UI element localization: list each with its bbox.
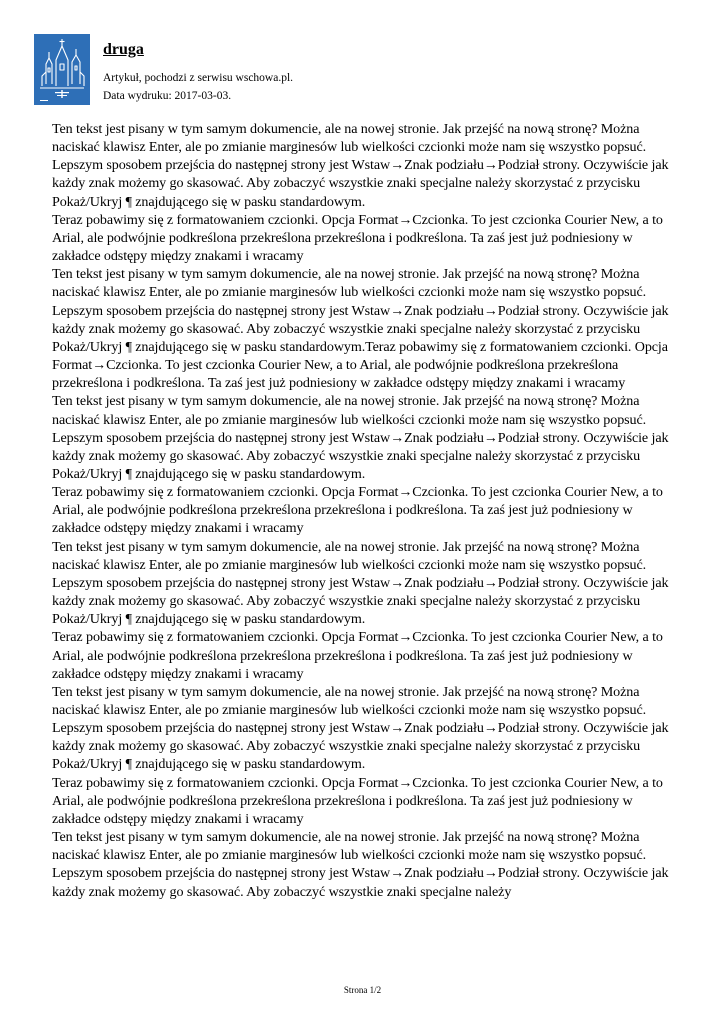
paragraph: Teraz pobawimy się z formatowaniem czcionki. Opcja Format→Czcionka. To jest czcionka Courier New, a to Arial, ale podwójnie podkreślona przekreślona przekreślona i podkreślona. Ta zaś jest już podniesiony w zakładce odstępy między znakami i wracamy xyxy=(52,211,663,265)
paragraph: Teraz pobawimy się z formatowaniem czcionki. Opcja Format→Czcionka. To jest czcionka Courier New, a to Arial, ale podwójnie podkreślona przekreślona przekreślona i podkreślona. Ta zaś jest już podniesiony w zakładce odstępy między znakami i wracamy xyxy=(52,774,663,827)
source-line: Artykuł, pochodzi z serwisu wschowa.pl. xyxy=(103,72,294,84)
church-towers-icon xyxy=(34,34,90,105)
paragraph: Teraz pobawimy się z formatowaniem czcionki. Opcja Format→Czcionka. To jest czcionka Courier New, a to Arial, ale podwójnie podkreślona przekreślona przekreślona i podkreślona. Ta zaś jest już podniesiony w zakładce odstępy między znakami i wracamy xyxy=(52,484,663,537)
document-title: druga xyxy=(103,41,144,58)
article-body xyxy=(52,120,677,901)
paragraph: Ten tekst jest pisany w tym samym dokumencie, ale na nowej stronie. Jak przejść na nową stronę? Można naciskać klawisz Enter, ale po zmianie marginesów lub wielkości czcionki może nam się wszystko popsuć. Lepszym sposobem przejścia do następnej strony jest Wstaw→Znak podziału→Podział strony. Oczywiście jak każdy znak możemy go skasować. Aby zobaczyć wszystkie znaki specjalne należy skorzystać z przycisku Pokaż/Ukryj ¶ znajdującego się w pasku standardowym. xyxy=(52,121,669,210)
paragraph: Ten tekst jest pisany w tym samym dokumencie, ale na nowej stronie. Jak przejść na nową stronę? Można naciskać klawisz Enter, ale po zmianie marginesów lub wielkości czcionki może nam się wszystko popsuć. Lepszym sposobem przejścia do następnej strony jest Wstaw→Znak podziału→Podział strony. Oczywiście jak każdy znak możemy go skasować. Aby zobaczyć wszystkie znaki specjalne należy skorzystać z przycisku Pokaż/Ukryj ¶ znajdującego się w pasku standardowym. xyxy=(52,683,669,773)
document-header xyxy=(34,34,684,106)
paragraph: Teraz pobawimy się z formatowaniem czcionki. Opcja Format→Czcionka. To jest czcionka Courier New, a to Arial, ale podwójnie podkreślona przekreślona przekreślona i podkreślona. Ta zaś jest już podniesiony w zakładce odstępy między znakami i wracamy xyxy=(52,629,663,682)
paragraph: Ten tekst jest pisany w tym samym dokumencie, ale na nowej stronie. Jak przejść na nową stronę? Można naciskać klawisz Enter, ale po zmianie marginesów lub wielkości czcionki może nam się wszystko popsuć. Lepszym sposobem przejścia do następnej strony jest Wstaw→Znak podziału→Podział strony. Oczywiście jak każdy znak możemy go skasować. Aby zobaczyć wszystkie znaki specjalne należy skorzystać z przycisku Pokaż/Ukryj ¶ znajdującego się w pasku standardowym. xyxy=(52,393,669,482)
page-number: Strona 1/2 xyxy=(343,985,382,995)
paragraph: Ten tekst jest pisany w tym samym dokumencie, ale na nowej stronie. Jak przejść na nową stronę? Można naciskać klawisz Enter, ale po zmianie marginesów lub wielkości czcionki może nam się wszystko popsuć. Lepszym sposobem przejścia do następnej strony jest Wstaw→Znak podziału→Podział strony. Oczywiście jak każdy znak możemy go skasować. Aby zobaczyć wszystkie znaki specjalne należy skorzystać z przycisku Pokaż/Ukryj ¶ znajdującego się w pasku standardowym. xyxy=(52,538,669,628)
print-date-line: Data wydruku: 2017-03-03. xyxy=(103,90,232,102)
paragraph: Ten tekst jest pisany w tym samym dokumencie, ale na nowej stronie. Jak przejść na nową stronę? Można naciskać klawisz Enter, ale po zmianie marginesów lub wielkości czcionki może nam się wszystko popsuć. Lepszym sposobem przejścia do następnej strony jest Wstaw→Znak podziału→Podział strony. Oczywiście jak każdy znak możemy go skasować. Aby zobaczyć wszystkie znaki specjalne należy xyxy=(52,829,669,900)
paragraph: Ten tekst jest pisany w tym samym dokumencie, ale na nowej stronie. Jak przejść na nową stronę? Można naciskać klawisz Enter, ale po zmianie marginesów lub wielkości czcionki może nam się wszystko popsuć. Lepszym sposobem przejścia do następnej strony jest Wstaw→Znak podziału→Podział strony. Oczywiście jak każdy znak możemy go skasować. Aby zobaczyć wszystkie znaki specjalne należy skorzystać z przycisku Pokaż/Ukryj ¶ znajdującego się w pasku standardowym.Teraz pobawimy się z formatowaniem czcionki. Opcja Format→Czcionka. To jest czcionka Courier New, a to Arial, ale podwójnie podkreślona przekreślona przekreślona i podkreślona. Ta zaś jest już podniesiony w zakładce odstępy między znakami i wracamy xyxy=(52,266,669,392)
